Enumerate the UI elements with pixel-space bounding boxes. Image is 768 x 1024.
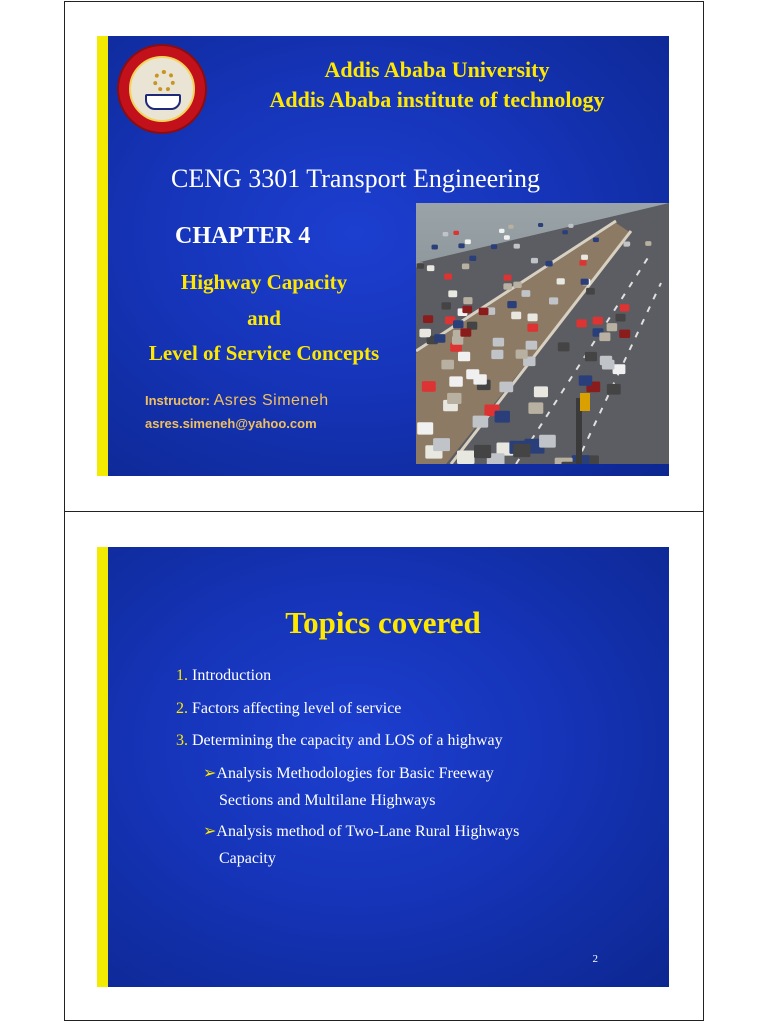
car-shape	[432, 245, 438, 250]
car-shape	[511, 312, 521, 320]
car-shape	[469, 256, 476, 261]
car-shape	[433, 438, 450, 451]
car-shape	[447, 393, 461, 404]
car-shape	[453, 231, 459, 235]
sub-item	[203, 760, 494, 814]
sub-item-line-2: Capacity	[219, 850, 276, 867]
car-shape	[607, 384, 621, 395]
car-shape	[473, 416, 489, 428]
car-shape	[504, 275, 512, 281]
car-shape	[499, 229, 505, 233]
chapter-heading: CHAPTER 4	[175, 223, 311, 249]
car-shape	[549, 297, 558, 304]
car-shape	[453, 320, 464, 328]
car-shape	[460, 328, 471, 336]
sub-item-line-1: Analysis method of Two-Lane Rural Highways	[216, 823, 520, 840]
car-shape	[457, 451, 475, 465]
car-shape	[417, 263, 424, 269]
title-slide	[97, 36, 669, 476]
gear-icon	[153, 70, 175, 92]
car-shape	[462, 264, 469, 270]
list-text: Determining the capacity and LOS of a highway	[192, 732, 503, 749]
car-shape	[558, 342, 570, 351]
list-item	[176, 663, 271, 689]
institute-name: Addis Ababa institute of technology	[269, 87, 605, 112]
car-shape	[465, 239, 471, 244]
car-shape	[444, 274, 452, 280]
topic-line-1: Highway Capacity	[180, 270, 348, 294]
car-shape	[613, 364, 626, 374]
car-shape	[473, 374, 486, 384]
car-shape	[599, 333, 610, 342]
car-shape	[527, 324, 538, 332]
car-shape	[528, 314, 538, 322]
car-shape	[427, 265, 435, 271]
car-shape	[607, 323, 618, 331]
car-shape	[579, 375, 593, 385]
car-shape	[568, 224, 573, 228]
university-seal-logo	[119, 46, 205, 132]
car-shape	[593, 317, 603, 325]
car-shape	[514, 244, 520, 249]
car-shape	[495, 411, 510, 423]
car-shape	[463, 297, 472, 304]
car-shape	[507, 301, 516, 308]
car-shape	[443, 232, 449, 236]
car-shape	[448, 290, 457, 297]
car-shape	[579, 260, 586, 266]
car-shape	[557, 278, 565, 284]
car-shape	[491, 350, 503, 359]
topics-slide	[97, 547, 669, 987]
car-shape	[576, 319, 586, 327]
car-shape	[593, 238, 599, 243]
arrow-bullet-icon: ➢	[203, 765, 217, 782]
car-shape	[620, 304, 630, 311]
list-text: Factors affecting level of service	[192, 700, 402, 717]
highway-traffic-photo	[416, 203, 669, 464]
instructor-email: asres.simeneh@yahoo.com	[145, 416, 317, 431]
car-shape	[504, 235, 510, 240]
car-shape	[452, 336, 463, 345]
list-number: 2.	[176, 700, 188, 717]
car-shape	[422, 381, 436, 392]
car-shape	[442, 302, 452, 309]
list-item	[176, 728, 503, 754]
list-text: Introduction	[192, 667, 272, 684]
arrow-bullet-icon: ➢	[203, 823, 217, 840]
car-shape	[602, 360, 615, 370]
course-title: CENG 3301 Transport Engineering	[171, 164, 541, 193]
car-shape	[449, 376, 463, 386]
page-divider	[64, 511, 704, 512]
car-shape	[474, 445, 491, 458]
car-shape	[493, 338, 504, 347]
car-shape	[491, 244, 497, 249]
list-item	[176, 696, 401, 722]
topic-line-2: and	[247, 306, 281, 330]
car-shape	[586, 288, 595, 295]
sub-item	[203, 818, 519, 872]
car-shape	[624, 242, 630, 247]
car-shape	[539, 435, 556, 448]
car-shape	[458, 243, 464, 248]
car-shape	[531, 258, 538, 264]
car-shape	[522, 290, 531, 297]
page-number: 2	[592, 953, 598, 965]
car-shape	[499, 382, 513, 393]
instructor-line	[145, 392, 329, 410]
sub-item-line-2: Sections and Multilane Highways	[219, 792, 436, 809]
car-shape	[423, 315, 433, 323]
car-shape	[581, 279, 589, 285]
car-shape	[526, 341, 538, 350]
instructor-label: Instructor:	[145, 393, 210, 408]
car-shape	[581, 255, 588, 260]
car-shape	[513, 444, 530, 457]
car-shape	[508, 225, 513, 229]
highway-traffic-illustration	[416, 203, 669, 464]
car-shape	[417, 422, 433, 434]
car-shape	[616, 314, 626, 322]
car-shape	[645, 241, 651, 246]
car-shape	[562, 230, 568, 234]
book-icon	[145, 94, 181, 110]
car-shape	[545, 261, 552, 267]
car-shape	[441, 360, 454, 370]
instructor-name: Asres Simeneh	[213, 392, 329, 409]
sub-item-line-1: Analysis Methodologies for Basic Freeway	[216, 765, 494, 782]
car-shape	[534, 386, 548, 397]
slide-title: Topics covered	[285, 605, 481, 640]
car-shape	[585, 352, 597, 361]
car-shape	[528, 402, 543, 414]
seal-inner-ring	[129, 56, 195, 122]
list-number: 1.	[176, 667, 188, 684]
yellow-accent-bar	[97, 36, 108, 476]
car-shape	[419, 329, 430, 337]
university-name: Addis Ababa University	[324, 57, 550, 82]
car-shape	[503, 283, 512, 290]
car-shape	[513, 282, 521, 288]
car-shape	[619, 330, 630, 338]
list-number: 3.	[176, 732, 188, 749]
topic-line-3: Level of Service Concepts	[148, 341, 380, 365]
car-shape	[479, 308, 489, 316]
car-shape	[458, 352, 470, 361]
car-shape	[462, 306, 472, 313]
car-shape	[516, 350, 528, 359]
car-shape	[538, 223, 543, 227]
car-shape	[434, 334, 445, 343]
